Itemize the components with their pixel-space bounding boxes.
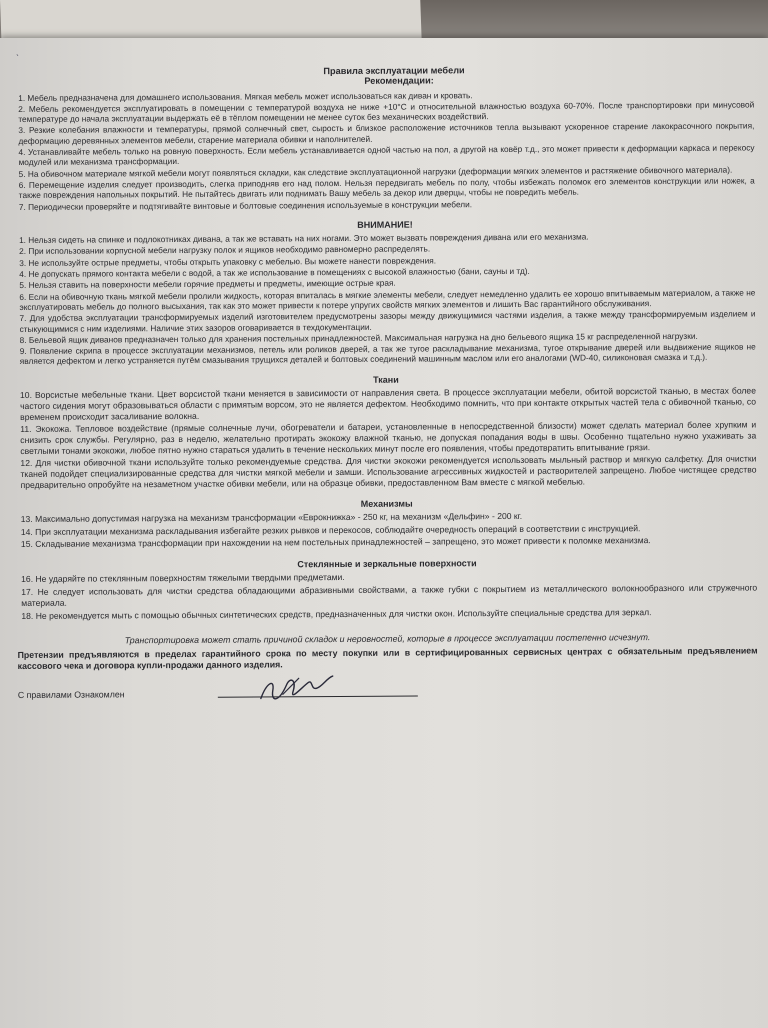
fabrics-section <box>16 372 757 491</box>
mechanisms-item: 14. При эксплуатации механизма раскладывания избегайте резких рывков и перекосов, соблюдайте очередность операций в соответствии с инструкцией. <box>20 522 641 537</box>
glass-item: 18. Не рекомендуется мыть с помощью обычных синтетических средств, предназначенных для чистки окон. Используйте специальные средства для зеркал. <box>21 606 652 621</box>
attention-item: 3. Не используйте острые предметы, чтобы открыть упаковку с мебелью. Вы можете нанести повреждения. <box>19 255 437 268</box>
recommendations-heading: Рекомендации: <box>364 75 434 87</box>
transport-note: Транспортировка может стать причиной складок и неровностей, которые в процессе эксплуатации постепенно исчезнут. <box>124 632 651 646</box>
pen-mark-icon: ˎ <box>16 46 20 57</box>
fabrics-item: 11. Экокожа. Тепловое воздействие (прямые солнечные лучи, обогреватели и батареи, установленные в непосредственной близости) может сделать материал более хрупким и снизить срок службы. Регулярно, раз в неделю, желательно протирать экокожу влажной тканью, не допуская попадания воды в швы. Особенно тщательно нужно ухаживать за светлыми тонами экокожи, любое пятно нужно стараться удалить в течение нескольких минут после его появления, чтобы предотвратить впитывание грязи. <box>20 419 757 456</box>
mechanisms-heading: Механизмы <box>360 498 413 509</box>
attention-item: 2. При использовании корпусной мебели нагрузку полок и ящиков необходимо равномерно распределять. <box>19 243 431 257</box>
claims-note: Претензии предъявляются в пределах гарантийного срока по месту покупки или в сертифицированных сервисных центрах с обязательным предъявлением кассового чека и договора купли-продажи данного изделия. <box>17 645 758 672</box>
glass-section <box>17 556 757 622</box>
document-sheet <box>0 38 768 1028</box>
attention-item: 1. Нельзя сидеть на спинке и подлокотниках дивана, а так же вставать на них ногами. Это может вызвать повреждения дивана или его механизма. <box>19 231 589 246</box>
acknowledgement-row <box>18 680 758 707</box>
attention-item: 9. Появление скрипа в процессе эксплуатации механизмов, петель или роликов дверей, а так же тугое раскладывание механизма, тугое открывание дверей или выдвижение ящиков не является дефектом и легко устраняется путём смазывания трущихся деталей и болтовых соединений машинным маслом или его аналогами (WD-40, силиконовая смазка и т.д.). <box>19 341 756 367</box>
attention-item: 6. Если на обивочную ткань мягкой мебели пролили жидкость, которая впиталась в мягкие элементы мебели, следует немедленно удалить ее хорошо впитываемым материалом, а также не эксплуатировать мебель до полного высыхания, так как это может привести к потере упругих свойств мягких элементов и лишить Вас гарантийного обслуживания. <box>19 287 756 312</box>
attention-heading: ВНИМАНИЕ! <box>357 219 413 230</box>
recommendation-item: 4. Устанавливайте мебель только на ровную поверхность. Если мебель устанавливается одной частью на пол, а другой на ковёр т.д., это может привести к деформации каркаса и перекосу модулей или механизма трансформации. <box>18 142 755 168</box>
glass-item: 17. Не следует использовать для чистки средства обладающими абразивными свойствами, а также губки с покрытием из металлического волокнообразного или стружечного материала. <box>21 582 758 609</box>
recommendation-item: 7. Периодически проверяйте и подтягивайте винтовые и болтовые соединения используемые в конструкции мебели. <box>18 198 473 212</box>
attention-item: 4. Не допускать прямого контакта мебели с водой, а так же использование в помещениях с высокой влажностью (бани, сауны и тд). <box>19 265 530 280</box>
fabrics-item: 12. Для чистки обивочной ткани используйте только рекомендуемые средства. Для чистки экокожи рекомендуется использовать мыльный раствор и мягкую салфетку. Для очистки тканей подойдет специализированные средства для чистки мягкой мебели и замши. Использование агрессивных жидкостей и растворителей запрещено. Любое чистящее средство предварительно опробуйте на незаметном участке обивки мебели, или на образце обивки, предоставленном Вам вместе с мягкой мебелью. <box>20 453 757 490</box>
attention-item: 8. Бельевой ящик диванов предназначен только для хранения постельных принадлежностей. Максимальная нагрузка на дно бельевого ящика 15 кг распределенной нагрузки. <box>19 330 698 345</box>
mechanisms-item: 13. Максимально допустимая нагрузка на механизм трансформации «Еврокнижка» - 250 кг, на механизм «Дельфин» - 200 кг. <box>20 511 523 525</box>
glass-item: 16. Не ударяйте по стеклянным поверхностям тяжелыми твердыми предметами. <box>21 572 345 585</box>
recommendations-list <box>14 88 755 212</box>
recommendation-item: 2. Мебель рекомендуется эксплуатировать в помещении с температурой воздуха не ниже +10°С и относительной влажностью воздуха 60-70%. После транспортировки при минусовой температуре до начала эксплуатации выдержать её в тёплом помещении не менее суток без механических воздействий. <box>18 99 755 125</box>
attention-item: 5. Нельзя ставить на поверхности мебели горячие предметы и предметы, имеющие острые края. <box>19 278 396 291</box>
recommendation-item: 5. На обивочном материале мягкой мебели могут появляться складки, как следствие эксплуатационной нагрузки (деформации мягких элементов и растяжение обивочного материала). <box>18 164 733 179</box>
recommendation-item: 6. Перемещение изделия следует производить, слегка приподняв его над полом. Нельзя передвигать мебель по полу, чтобы избежать поломок его элементов конструкции или ножек, а также повреждения напольных покрытий. Не пытайтесь двигать или поднимать Вашу мебель за декор или дверцы, чтобы не повредить мебель. <box>18 175 755 201</box>
document-title: Правила эксплуатации мебели <box>323 65 465 77</box>
acknowledgement-label: С правилами Ознакомлен <box>17 689 125 701</box>
attention-item: 7. Для удобства эксплуатации трансформируемых изделий изготовителем предусмотрены зазоры между движущимися частями изделия, а также между трансформируемым изделием и стыкующимися с ним изделиями. Наличие этих зазоров оговаривается в техдокументации. <box>19 308 756 334</box>
glass-heading: Стеклянные и зеркальные поверхности <box>297 557 477 570</box>
attention-list <box>15 231 756 367</box>
mechanisms-item: 15. Складывание механизма трансформации при нахождении на нем постельных принадлежностей – запрещено, это может привести к поломке механизма. <box>20 535 651 550</box>
recommendation-item: 1. Мебель предназначена для домашнего использования. Мягкая мебель может использоваться как диван и кровать. <box>18 89 473 103</box>
handwritten-signature-icon <box>253 672 343 705</box>
mechanisms-section <box>17 496 757 550</box>
fabrics-heading: Ткани <box>373 374 399 385</box>
recommendation-item: 3. Резкие колебания влажности и температуры, прямой солнечный свет, сырость и близкое расположение источников тепла вызывают ускоренное старение лакокрасочного покрытия, деформацию деревянных элементов мебели, старение материала обивки и наполнителей. <box>18 120 755 146</box>
fabrics-item: 10. Ворсистые мебельные ткани. Цвет ворсистой ткани меняется в зависимости от направления света. В процессе эксплуатации мебели, обитой ворсистой тканью, в местах более частого сидения могут образовываться области с примятым ворсом, это не является дефектом. Необходимо помнить, что при контакте открытых частей тела с обивочной тканью, со временем происходит засаливание волокна. <box>19 385 757 422</box>
document-content <box>14 63 758 706</box>
